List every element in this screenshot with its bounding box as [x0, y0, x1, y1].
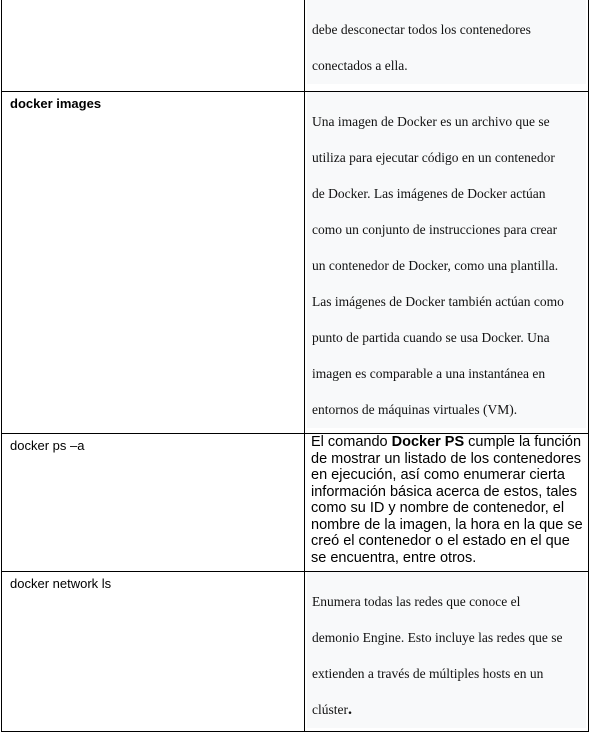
table-row — [2, 434, 589, 572]
description-first-rest: cumple la función — [464, 434, 582, 450]
description-line: un contenedor de Docker, como una plantilla. — [312, 258, 559, 273]
description-line: imagen es comparable a una instantánea en — [312, 366, 546, 381]
description-line — [311, 434, 588, 451]
table-row — [2, 572, 589, 732]
description-text — [307, 572, 586, 728]
description-line: de mostrar un listado de los contenedores — [311, 450, 582, 467]
description-line: creó el contenedor o el estado en el que — [311, 533, 570, 549]
description-cell — [305, 434, 589, 572]
commands-table — [1, 0, 589, 732]
description-line: conectados a ella. — [312, 58, 408, 73]
table-row — [2, 0, 589, 92]
description-last-text: clúster — [312, 702, 348, 717]
command-cell — [2, 92, 305, 434]
command-label: docker images — [10, 96, 102, 111]
description-line: como un conjunto de instrucciones para crear — [312, 222, 558, 237]
description-cell — [305, 572, 589, 732]
description-cell — [305, 0, 589, 92]
command-cell — [2, 572, 305, 732]
description-text — [305, 434, 588, 568]
description-cell — [305, 92, 589, 434]
command-cell — [2, 0, 305, 92]
description-line: de Docker. Las imágenes de Docker actúan — [312, 186, 546, 201]
description-line: se encuentra, entre otros. — [311, 549, 477, 566]
description-intro: El comando — [311, 434, 392, 450]
table-row — [2, 92, 589, 434]
description-text — [307, 0, 586, 84]
description-line: extienden a través de múltiples hosts en un — [312, 666, 544, 681]
description-line: Las imágenes de Docker también actúan como — [312, 294, 564, 309]
description-line: información básica acerca de estos, tales — [311, 483, 577, 500]
description-line: debe desconectar todos los contenedores — [312, 22, 531, 37]
description-line: como su ID y nombre de contenedor, el — [311, 500, 565, 516]
description-line: demonio Engine. Esto incluye las redes que se — [312, 630, 563, 645]
description-line: Enumera todas las redes que conoce el — [312, 594, 521, 609]
final-period: . — [348, 701, 352, 718]
description-line: punto de partida cuando se usa Docker. Una — [312, 330, 550, 345]
command-cell — [2, 434, 305, 572]
description-line: utiliza para ejecutar código en un contenedor — [312, 150, 555, 165]
description-text — [307, 92, 586, 428]
description-line: en ejecución, así como enumerar cierta — [311, 467, 565, 483]
command-label: docker ps –a — [10, 438, 85, 453]
description-line: Una imagen de Docker es un archivo que se — [312, 114, 550, 129]
description-line — [312, 692, 586, 728]
description-line: nombre de la imagen, la hora en la que se — [311, 516, 583, 533]
command-name-strong: Docker PS — [391, 434, 465, 450]
description-line: entornos de máquinas virtuales (VM). — [312, 402, 518, 417]
command-label: docker network ls — [10, 576, 112, 591]
